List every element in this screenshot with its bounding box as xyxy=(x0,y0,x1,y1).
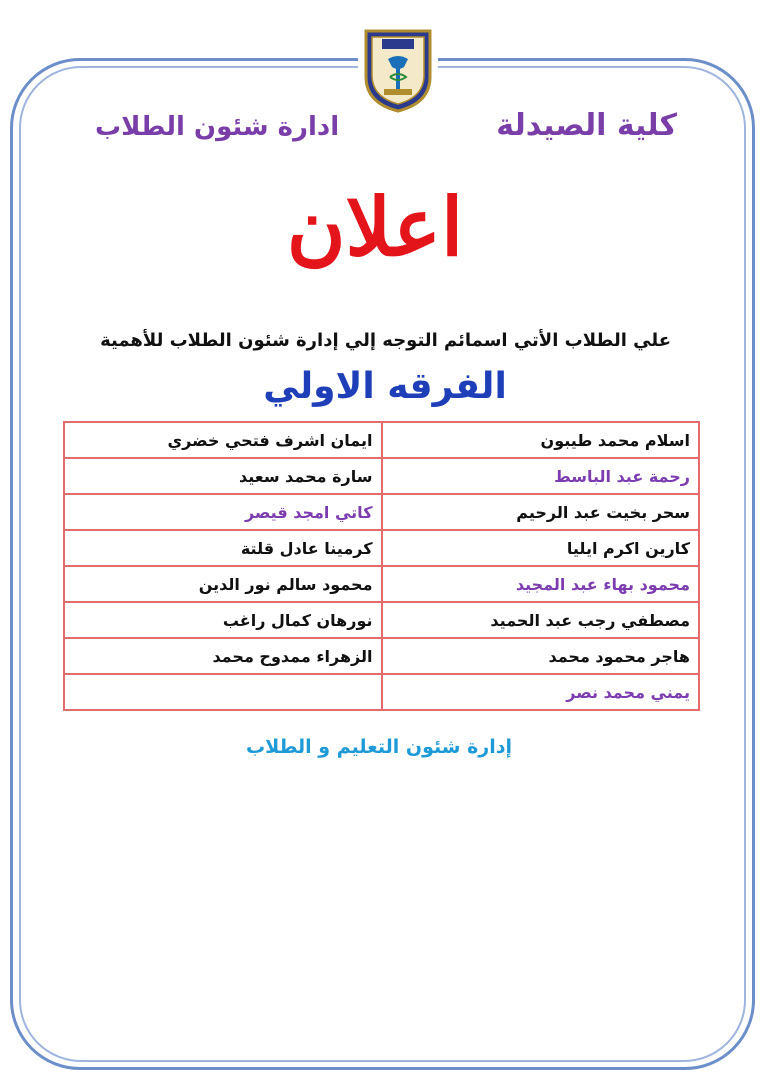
faculty-logo xyxy=(358,25,438,113)
student-name: محمود بهاء عبد المجيد xyxy=(382,566,700,602)
table-row xyxy=(64,422,699,458)
student-name: سارة محمد سعيد xyxy=(64,458,382,494)
student-name: رحمة عبد الباسط xyxy=(382,458,700,494)
student-name: الزهراء ممدوح محمد xyxy=(64,638,382,674)
student-name: سحر بخيت عبد الرحيم xyxy=(382,494,700,530)
footer-text: إدارة شئون التعليم و الطلاب xyxy=(246,736,512,758)
table-row xyxy=(64,602,699,638)
student-name: اسلام محمد طيبون xyxy=(382,422,700,458)
student-name: محمود سالم نور الدين xyxy=(64,566,382,602)
empty-cell xyxy=(64,674,382,710)
department-name: ادارة شئون الطلاب xyxy=(95,112,340,142)
student-name: مصطفي رجب عبد الحميد xyxy=(382,602,700,638)
table-row xyxy=(64,530,699,566)
table-row xyxy=(64,458,699,494)
level-heading: الفرقه الاولي xyxy=(263,366,507,407)
student-name: كارين اكرم ايليا xyxy=(382,530,700,566)
table-row xyxy=(64,494,699,530)
student-name: ايمان اشرف فتحي خضري xyxy=(64,422,382,458)
table-row xyxy=(64,674,699,710)
table-row xyxy=(64,566,699,602)
student-name: هاجر محمود محمد xyxy=(382,638,700,674)
student-name: كاتي امجد قيصر xyxy=(64,494,382,530)
students-table xyxy=(63,421,700,711)
student-name: كرمينا عادل قلتة xyxy=(64,530,382,566)
notice-text: علي الطلاب الأتي اسمائم التوجه إلي إدارة شئون الطلاب للأهمية xyxy=(100,330,671,351)
table-row xyxy=(64,638,699,674)
student-name: يمني محمد نصر xyxy=(382,674,700,710)
faculty-name: كلية الصيدلة xyxy=(496,108,677,143)
announcement-title: اعلان xyxy=(286,180,464,274)
student-name: نورهان كمال راغب xyxy=(64,602,382,638)
